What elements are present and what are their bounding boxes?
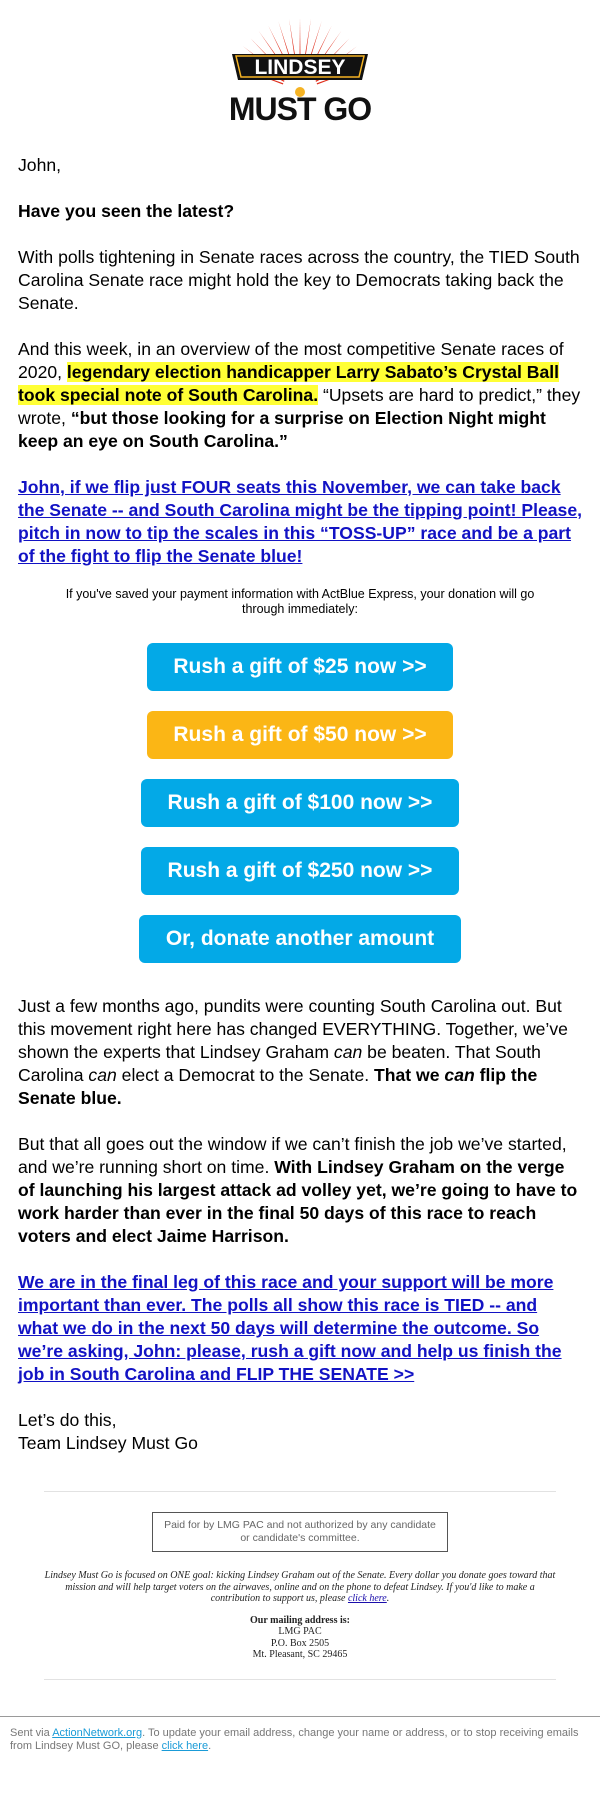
unsubscribe-link[interactable]: click here (161, 1739, 209, 1752)
lindsey-must-go-logo (222, 10, 378, 128)
donate-link-2-paragraph (18, 1271, 582, 1386)
donate-50-button[interactable]: Rush a gift of $50 now >> (147, 711, 453, 759)
letter-content-2 (0, 983, 600, 1455)
paragraph-2: And this week, in an overview of the most competitive Senate races of 2020, legendary election handicapper Larry Sabato’s Crystal Ball took special note of South Carolina. “Upsets are hard to predict,” they wrote, “but those looking for a surprise on Election Night might keep an eye on South Carolina.” (18, 339, 581, 451)
mailing-address: Our mailing address is: LMG PAC P.O. Box 2505 Mt. Pleasant, SC 29465 (250, 1614, 350, 1660)
mission-statement: Lindsey Must Go is focused on ONE goal: kicking Lindsey Graham out of the Senate. Every dollar you donate goes toward that mission and will help target voters on the airwaves, online and on the phone to defeat Lindsey. If you'd like to make a contribution to support us, please click here. (44, 1570, 556, 1604)
donate-link-1[interactable]: John, if we flip just FOUR seats this November, we can take back the Senate -- and South Carolina might be the tipping point! Please, pitch in now to tip the scales in this “TOSS-UP” race and be a part of the fight to flip the Senate blue! (18, 477, 583, 566)
paragraph-4: But that all goes out the window if we can’t finish the job we’ve started, and we’re running short on time. With Lindsey Graham on the verge of launching his largest attack ad volley yet, we’re going to have to work harder than ever in the final 50 days of this race to reach voters and elect Jaime Harrison. (18, 1134, 578, 1246)
signoff: Let’s do this, Team Lindsey Must Go (18, 1410, 198, 1453)
paragraph-1: With polls tightening in Senate races across the country, the TIED South Carolina Senate race might hold the key to Democrats taking back the Senate. (18, 247, 580, 313)
donate-25-button[interactable]: Rush a gift of $25 now >> (147, 643, 453, 691)
highlighted-text: legendary election handicapper Larry Sabato’s Crystal Ball took special note of South Carolina. (18, 362, 560, 405)
greeting: John, (18, 155, 62, 175)
sent-via-notice: Sent via ActionNetwork.org. To update your email address, change your name or address, or to stop receiving emails from Lindsey Must GO, please click here. (0, 1716, 600, 1765)
logo-line2: MUST GO (228, 91, 372, 127)
donate-250-button[interactable]: Rush a gift of $250 now >> (141, 847, 459, 895)
paid-for-disclaimer: Paid for by LMG PAC and not authorized by any candidate or candidate's committee. (152, 1512, 448, 1552)
paragraph-3: Just a few months ago, pundits were counting South Carolina out. But this movement right here has changed EVERYTHING. Together, we’ve shown the experts that Lindsey Graham can be beaten. That South Carolina can elect a Democrat to the Senate. That we can flip the Senate blue. (18, 996, 568, 1108)
actblue-express-note: If you've saved your payment information with ActBlue Express, your donation will go through immediately: (65, 587, 535, 616)
actionnetwork-link[interactable]: ActionNetwork.org (52, 1726, 143, 1739)
header-logo-area (0, 0, 600, 142)
donate-other-amount-button[interactable]: Or, donate another amount (139, 915, 461, 963)
contribution-link[interactable]: click here (347, 1593, 387, 1604)
footer (44, 1491, 556, 1680)
letter-content (0, 142, 600, 617)
headline: Have you seen the latest? (18, 201, 235, 221)
signature: Team Lindsey Must Go (18, 1433, 198, 1453)
donate-buttons (0, 643, 600, 983)
donate-link-1-paragraph (18, 476, 582, 568)
donate-link-2[interactable]: We are in the final leg of this race and your support will be more important than ever. The polls all show this race is TIED -- and what we do in the next 50 days will determine the outcome. So we’re asking, John: please, rush a gift now and help us finish the job in South Carolina and FLIP THE SENATE >> (18, 1272, 562, 1384)
logo-line1: LINDSEY (254, 56, 346, 79)
donate-100-button[interactable]: Rush a gift of $100 now >> (141, 779, 459, 827)
